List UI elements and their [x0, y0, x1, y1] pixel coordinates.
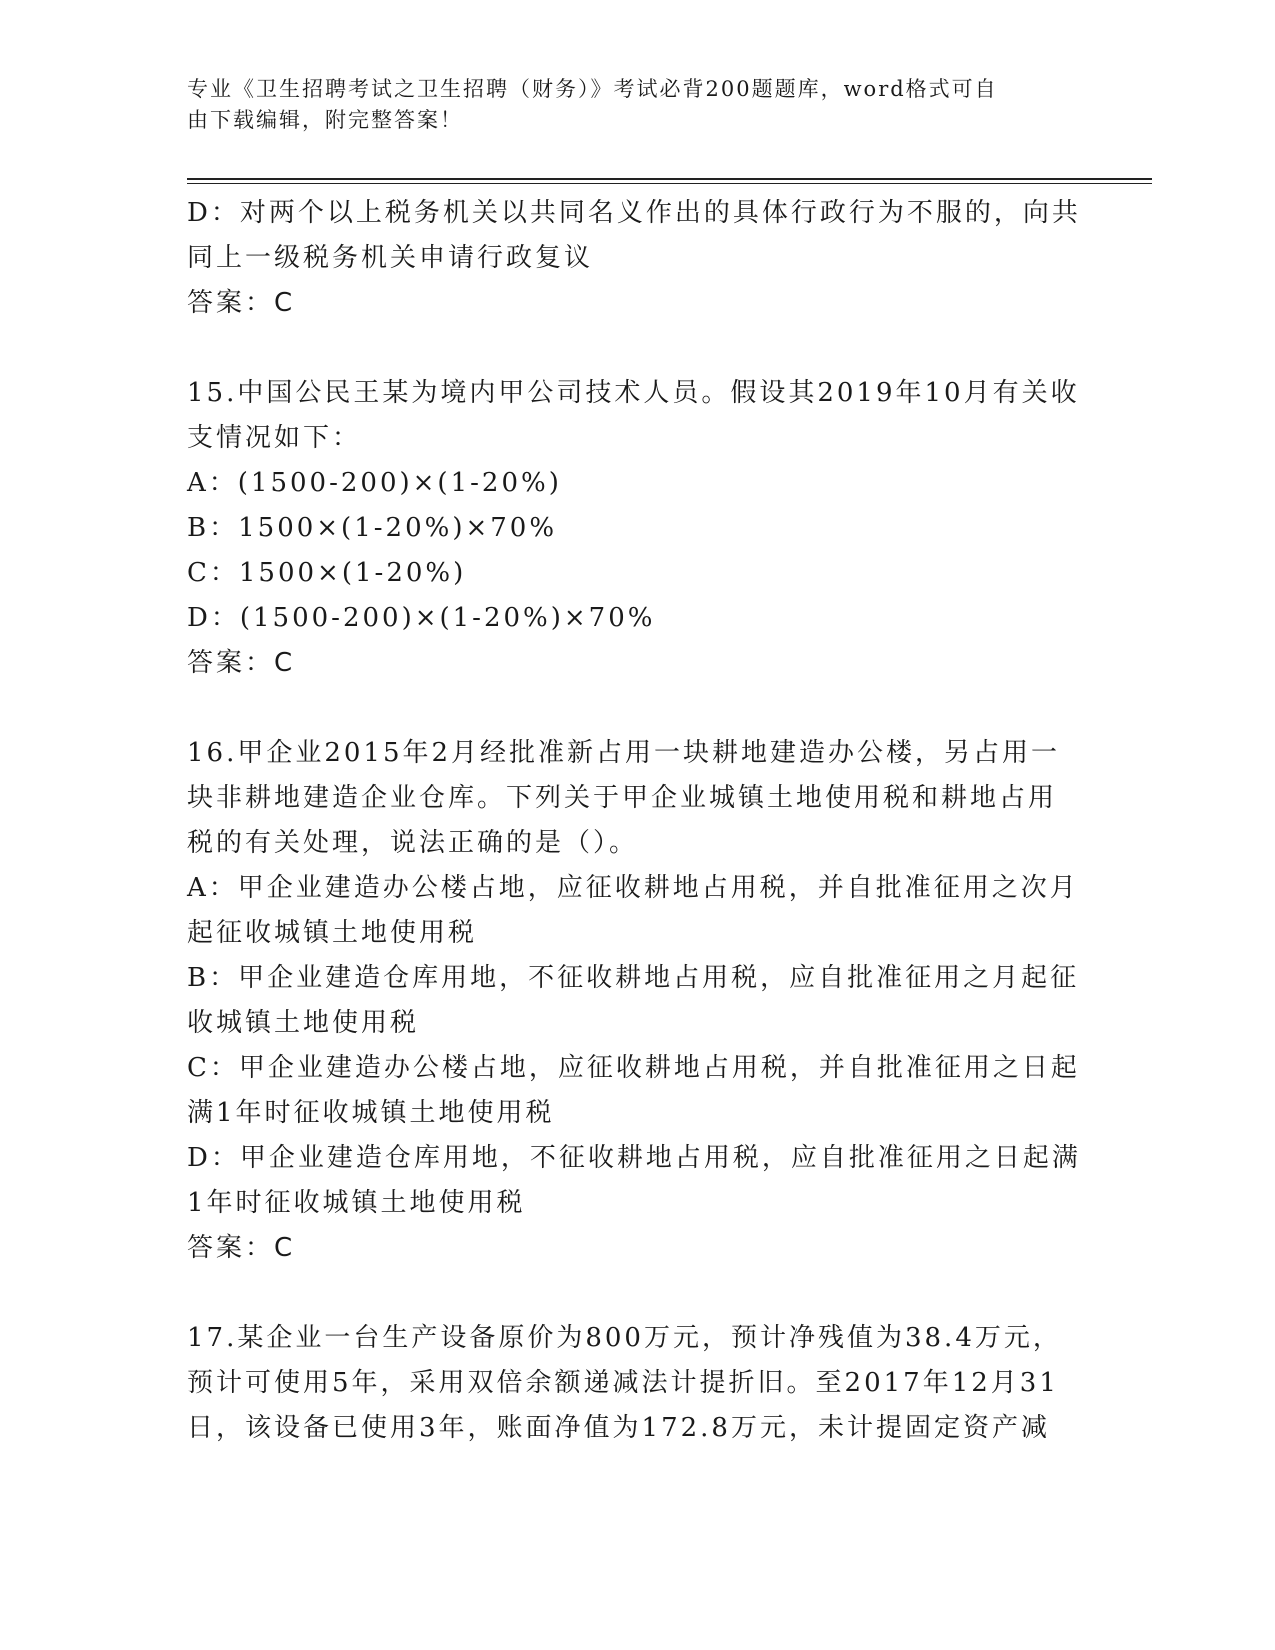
q14-answer: 答案：C [187, 288, 296, 318]
q16-option-b-line-1: B：甲企业建造仓库用地，不征收耕地占用税，应自批准征用之月起征 [187, 963, 1080, 993]
q14-option-d-line-1: D：对两个以上税务机关以共同名义作出的具体行政行为不服的，向共 [187, 198, 1081, 228]
spacer [187, 326, 1067, 371]
question-15 [187, 371, 1080, 686]
q16-stem-line-3: 税的有关处理，说法正确的是（）。 [187, 828, 639, 858]
q15-option-a: A：(1500-200)×(1-20%) [187, 468, 562, 498]
q16-option-d-line-2: 1年时征收城镇土地使用税 [187, 1188, 526, 1218]
q15-option-d: D：(1500-200)×(1-20%)×70% [187, 603, 656, 633]
q14-option-d-line-2: 同上一级税务机关申请行政复议 [187, 243, 594, 273]
header-line-2: 由下载编辑，附完整答案！ [187, 108, 463, 132]
q16-option-b-line-2: 收城镇土地使用税 [187, 1008, 420, 1038]
q16-option-a-line-1: A：甲企业建造办公楼占地，应征收耕地占用税，并自批准征用之次月 [187, 873, 1079, 903]
question-content [187, 191, 1081, 1451]
q15-answer: 答案：C [187, 648, 296, 678]
spacer [187, 1271, 1067, 1316]
header-divider-thin [187, 183, 1152, 184]
q16-stem-line-2: 块非耕地建造企业仓库。下列关于甲企业城镇土地使用税和耕地占用 [187, 783, 1058, 813]
q15-option-c: C：1500×(1-20%) [187, 558, 467, 588]
question-16 [187, 731, 1081, 1271]
header-divider-thick [187, 178, 1152, 180]
q17-stem-line-3: 日，该设备已使用3年，账面净值为172.8万元，未计提固定资产减 [187, 1413, 1050, 1443]
header-line-1: 专业《卫生招聘考试之卫生招聘（财务）》考试必背200题题库，word格式可自 [187, 77, 998, 101]
spacer [187, 686, 1067, 731]
document-header [187, 74, 1067, 136]
q17-stem-line-1: 17.某企业一台生产设备原价为800万元，预计净残值为38.4万元， [187, 1323, 1062, 1353]
q16-option-a-line-2: 起征收城镇土地使用税 [187, 918, 478, 948]
q15-stem-line-2: 支情况如下： [187, 423, 362, 453]
q15-option-b: B：1500×(1-20%)×70% [187, 513, 558, 543]
question-17 [187, 1316, 1067, 1451]
question-14-tail [187, 191, 1081, 326]
q17-stem-line-2: 预计可使用5年，采用双倍余额递减法计提折旧。至2017年12月31 [187, 1368, 1059, 1398]
q16-option-d-line-1: D：甲企业建造仓库用地，不征收耕地占用税，应自批准征用之日起满 [187, 1143, 1081, 1173]
q16-option-c-line-2: 满1年时征收城镇土地使用税 [187, 1098, 555, 1128]
q16-answer: 答案：C [187, 1233, 296, 1263]
q15-stem-line-1: 15.中国公民王某为境内甲公司技术人员。假设其2019年10月有关收 [187, 378, 1080, 408]
q16-stem-line-1: 16.甲企业2015年2月经批准新占用一块耕地建造办公楼，另占用一 [187, 738, 1061, 768]
q16-option-c-line-1: C：甲企业建造办公楼占地，应征收耕地占用税，并自批准征用之日起 [187, 1053, 1080, 1083]
